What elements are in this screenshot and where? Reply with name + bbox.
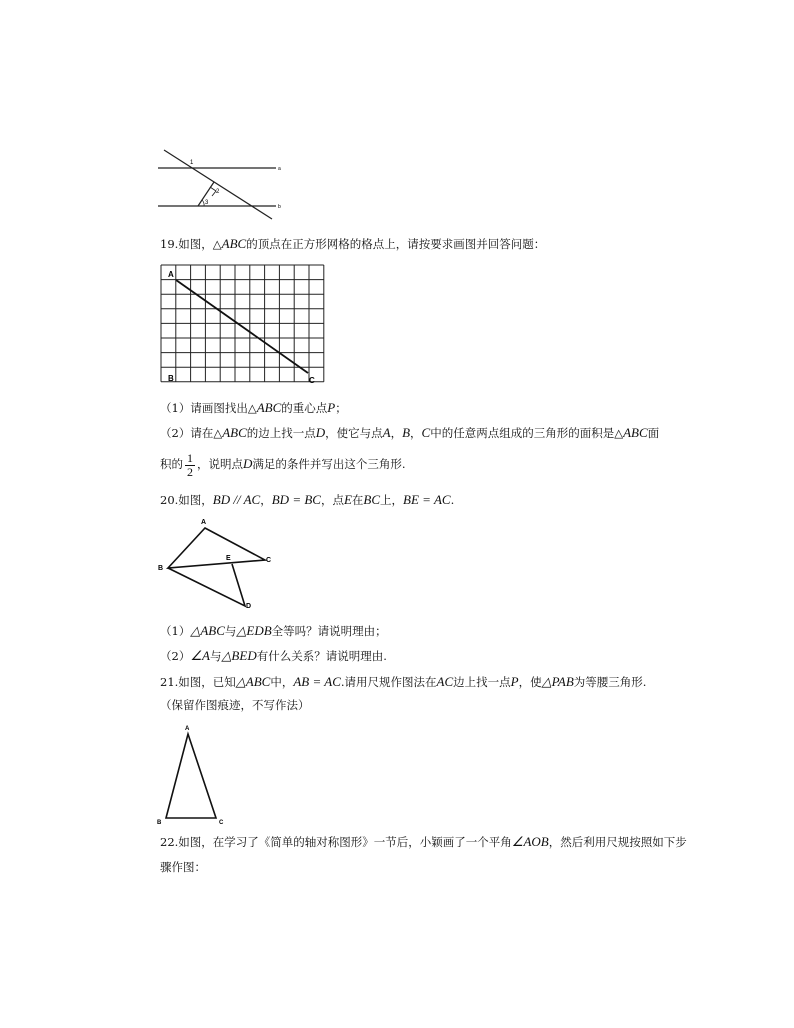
q20-stem: 20.如图，BD // AC，BD = BC，点E在BC上，BE = AC. bbox=[160, 492, 455, 507]
q19-stem: 19.如图，△ABC的顶点在正方形网格的格点上，请按要求画图并回答问题： bbox=[160, 236, 546, 251]
parallel-lines-figure bbox=[150, 144, 290, 224]
label-3: 3 bbox=[205, 200, 209, 206]
q21-stem: 21.如图，已知△ABC中，AB = AC.请用尺规作图法在AC边上找一点P，使△PAB为等腰三角形. bbox=[160, 674, 647, 689]
q20-label-a: A bbox=[201, 519, 207, 526]
q22-line1: 22.如图，在学习了《简单的轴对称图形》一节后，小颖画了一个平角∠AOB，然后利用尺规按照如下步 bbox=[160, 834, 687, 849]
q22-line2: 骤作图： bbox=[160, 860, 206, 874]
q21-figure bbox=[152, 720, 247, 826]
q21-label-c: C bbox=[219, 820, 224, 826]
label-b: b bbox=[278, 204, 281, 210]
q20-figure bbox=[152, 514, 282, 614]
label-1: 1 bbox=[190, 160, 194, 166]
fraction-one-half: $\frac{1}{2}$ bbox=[187, 450, 193, 479]
q20-part2: （2）∠A与△BED有什么关系？请说明理由. bbox=[160, 648, 387, 663]
label-a: a bbox=[278, 166, 281, 172]
q20-label-d: D bbox=[246, 603, 252, 610]
grid-label-a: A bbox=[168, 270, 174, 279]
q21-label-b: B bbox=[157, 820, 162, 826]
q20-label-b: B bbox=[158, 565, 164, 572]
label-2: 2 bbox=[216, 189, 220, 195]
grid-label-c: C bbox=[309, 376, 315, 385]
grid-label-b: B bbox=[168, 374, 174, 383]
q21-note: （保留作图痕迹，不写作法） bbox=[160, 698, 310, 712]
q19-part2-line2: 积的 $\frac{1}{2}$ ，说明点D满足的条件并写出这个三角形. bbox=[160, 450, 406, 479]
q19-part1: （1）请画图找出△ABC的重心点P； bbox=[160, 400, 347, 415]
q20-part1: （1）△ABC与△EDB全等吗？请说明理由； bbox=[160, 623, 387, 638]
q19-part2-line1: （2）请在△ABC的边上找一点D，使它与点A，B，C中的任意两点组成的三角形的面积是△ABC面 bbox=[160, 425, 660, 440]
q21-label-a: A bbox=[185, 726, 190, 732]
q20-label-e: E bbox=[226, 555, 231, 562]
grid-figure bbox=[158, 263, 326, 389]
q20-label-c: C bbox=[266, 557, 272, 564]
